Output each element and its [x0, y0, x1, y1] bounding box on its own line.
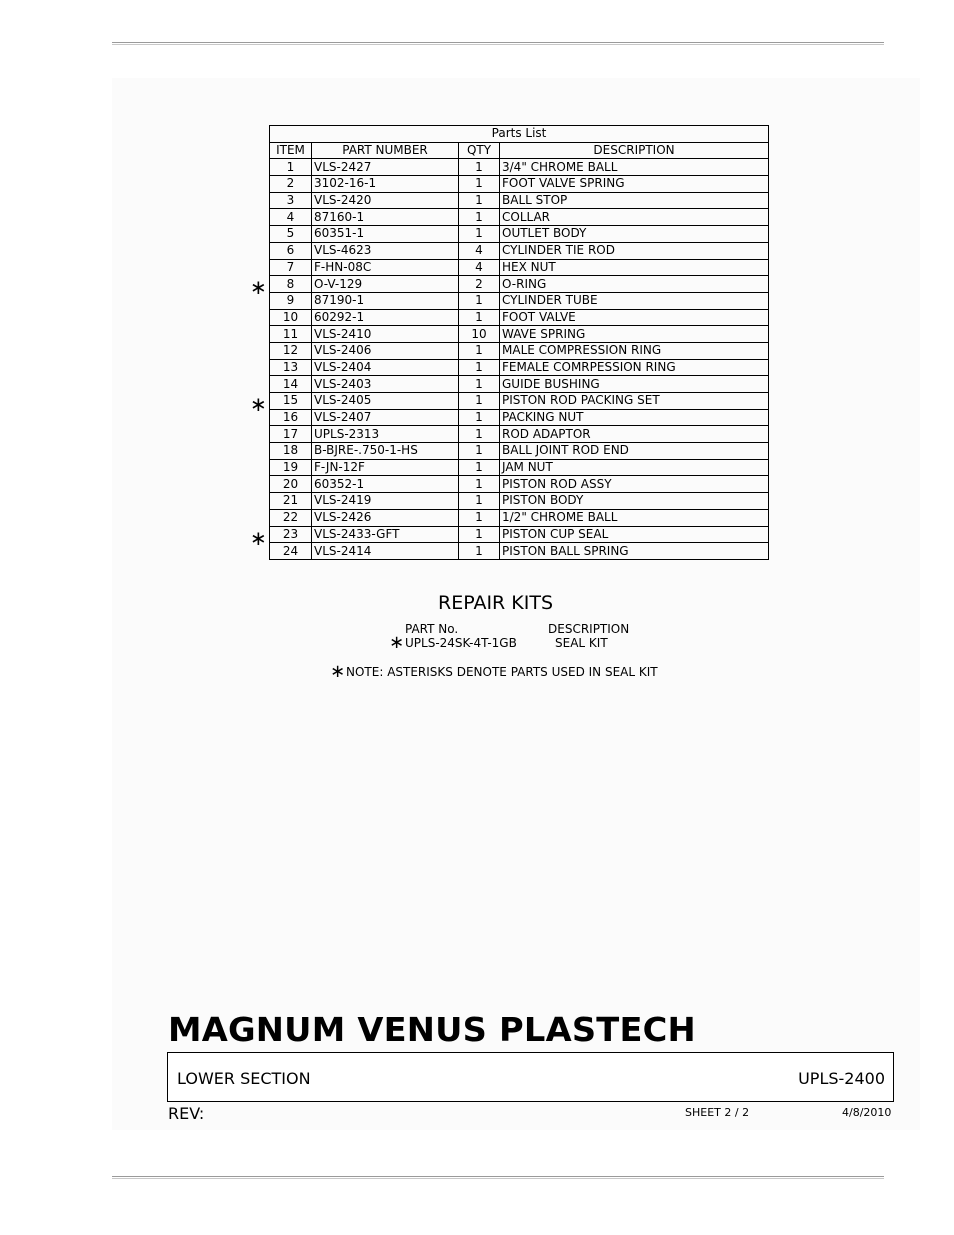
repair-kit-description: SEAL KIT — [555, 636, 608, 650]
asterisk-icon: ∗ — [250, 392, 267, 416]
table-row — [270, 459, 769, 476]
item-cell: 22 — [270, 509, 312, 526]
table-row — [270, 526, 769, 543]
part-number-cell: VLS-2405 — [312, 393, 459, 410]
part-number-cell: 60292-1 — [312, 309, 459, 326]
qty-cell: 1 — [459, 543, 500, 560]
repair-kit-description-header: DESCRIPTION — [548, 622, 630, 636]
sheet-number: SHEET 2 / 2 — [685, 1106, 750, 1119]
qty-cell: 1 — [459, 459, 500, 476]
part-number-cell: 60352-1 — [312, 476, 459, 493]
description-cell: PISTON BODY — [500, 493, 769, 510]
description-cell: CYLINDER TUBE — [500, 292, 769, 309]
description-cell: PISTON BALL SPRING — [500, 543, 769, 560]
qty-cell: 1 — [459, 509, 500, 526]
table-row — [270, 476, 769, 493]
table-row — [270, 359, 769, 376]
qty-cell: 4 — [459, 242, 500, 259]
part-number-cell: 87160-1 — [312, 209, 459, 226]
qty-cell: 1 — [459, 493, 500, 510]
description-cell: FOOT VALVE SPRING — [500, 176, 769, 193]
part-number-cell: 87190-1 — [312, 292, 459, 309]
qty-cell: 1 — [459, 526, 500, 543]
repair-kit-part-header: PART No. — [405, 622, 459, 636]
drawing-number: UPLS-2400 — [798, 1069, 885, 1088]
description-cell: PISTON CUP SEAL — [500, 526, 769, 543]
description-cell: FEMALE COMRPESSION RING — [500, 359, 769, 376]
description-cell: 3/4" CHROME BALL — [500, 159, 769, 176]
description-cell: COLLAR — [500, 209, 769, 226]
item-cell: 7 — [270, 259, 312, 276]
table-row — [270, 426, 769, 443]
description-cell: FOOT VALVE — [500, 309, 769, 326]
item-cell: 1 — [270, 159, 312, 176]
item-cell: 15 — [270, 393, 312, 410]
table-row — [270, 276, 769, 293]
item-cell: 17 — [270, 426, 312, 443]
qty-cell: 10 — [459, 326, 500, 343]
qty-cell: 1 — [459, 342, 500, 359]
qty-cell: 1 — [459, 359, 500, 376]
description-cell: ROD ADAPTOR — [500, 426, 769, 443]
description-cell: GUIDE BUSHING — [500, 376, 769, 393]
description-cell: HEX NUT — [500, 259, 769, 276]
description-cell: WAVE SPRING — [500, 326, 769, 343]
item-cell: 24 — [270, 543, 312, 560]
qty-cell: 1 — [459, 176, 500, 193]
company-name: MAGNUM VENUS PLASTECH — [168, 1010, 696, 1049]
part-number-cell: VLS-2426 — [312, 509, 459, 526]
table-row — [270, 292, 769, 309]
item-cell: 13 — [270, 359, 312, 376]
part-number-cell: VLS-2407 — [312, 409, 459, 426]
description-cell: CYLINDER TIE ROD — [500, 242, 769, 259]
qty-cell: 1 — [459, 426, 500, 443]
qty-cell: 1 — [459, 159, 500, 176]
part-number-cell: VLS-2427 — [312, 159, 459, 176]
qty-cell: 1 — [459, 309, 500, 326]
table-row — [270, 443, 769, 460]
description-cell: PACKING NUT — [500, 409, 769, 426]
part-number-cell: VLS-2419 — [312, 493, 459, 510]
part-number-cell: VLS-4623 — [312, 242, 459, 259]
part-number-cell: VLS-2406 — [312, 342, 459, 359]
item-cell: 19 — [270, 459, 312, 476]
header-rule — [112, 42, 884, 45]
asterisk-icon: ∗ — [330, 661, 346, 682]
description-cell: PISTON ROD PACKING SET — [500, 393, 769, 410]
table-row — [270, 543, 769, 560]
part-number-cell: VLS-2410 — [312, 326, 459, 343]
parts-list-body — [270, 159, 769, 560]
item-cell: 12 — [270, 342, 312, 359]
repair-kits-title: REPAIR KITS — [438, 592, 554, 614]
qty-cell: 1 — [459, 192, 500, 209]
item-cell: 23 — [270, 526, 312, 543]
parts-list-table — [269, 125, 769, 560]
description-cell: MALE COMPRESSION RING — [500, 342, 769, 359]
table-row — [270, 393, 769, 410]
item-cell: 2 — [270, 176, 312, 193]
asterisk-icon: ∗ — [389, 632, 405, 653]
table-row — [270, 242, 769, 259]
qty-cell: 1 — [459, 292, 500, 309]
parts-list-title: Parts List — [270, 126, 769, 143]
footer-rule — [112, 1176, 884, 1179]
table-row — [270, 176, 769, 193]
qty-cell: 1 — [459, 226, 500, 243]
part-number-cell: 60351-1 — [312, 226, 459, 243]
item-cell: 21 — [270, 493, 312, 510]
revision-label: REV: — [168, 1104, 205, 1123]
table-row — [270, 192, 769, 209]
table-row — [270, 509, 769, 526]
title-block-box — [167, 1052, 894, 1102]
item-cell: 3 — [270, 192, 312, 209]
part-number-cell: VLS-2404 — [312, 359, 459, 376]
table-row — [270, 259, 769, 276]
description-cell: 1/2" CHROME BALL — [500, 509, 769, 526]
item-cell: 11 — [270, 326, 312, 343]
column-header-part-number: PART NUMBER — [312, 142, 459, 159]
part-number-cell: VLS-2403 — [312, 376, 459, 393]
table-row — [270, 159, 769, 176]
description-cell: O-RING — [500, 276, 769, 293]
description-cell: JAM NUT — [500, 459, 769, 476]
table-row — [270, 376, 769, 393]
table-row — [270, 326, 769, 343]
table-row — [270, 342, 769, 359]
item-cell: 5 — [270, 226, 312, 243]
asterisk-icon: ∗ — [250, 274, 267, 299]
qty-cell: 2 — [459, 276, 500, 293]
part-number-cell: O-V-129 — [312, 276, 459, 293]
part-number-cell: 3102-16-1 — [312, 176, 459, 193]
part-number-cell: F-JN-12F — [312, 459, 459, 476]
part-number-cell: VLS-2433-GFT — [312, 526, 459, 543]
table-row — [270, 493, 769, 510]
part-number-cell: UPLS-2313 — [312, 426, 459, 443]
table-row — [270, 409, 769, 426]
section-name: LOWER SECTION — [177, 1069, 311, 1088]
repair-kit-part-number: UPLS-24SK-4T-1GB — [405, 636, 517, 650]
qty-cell: 1 — [459, 393, 500, 410]
table-row — [270, 309, 769, 326]
qty-cell: 1 — [459, 209, 500, 226]
item-cell: 18 — [270, 443, 312, 460]
qty-cell: 1 — [459, 443, 500, 460]
qty-cell: 1 — [459, 376, 500, 393]
item-cell: 20 — [270, 476, 312, 493]
description-cell: PISTON ROD ASSY — [500, 476, 769, 493]
item-cell: 4 — [270, 209, 312, 226]
part-number-cell: B-BJRE-.750-1-HS — [312, 443, 459, 460]
qty-cell: 1 — [459, 409, 500, 426]
part-number-cell: F-HN-08C — [312, 259, 459, 276]
qty-cell: 4 — [459, 259, 500, 276]
item-cell: 16 — [270, 409, 312, 426]
item-cell: 6 — [270, 242, 312, 259]
item-cell: 8 — [270, 276, 312, 293]
qty-cell: 1 — [459, 476, 500, 493]
seal-kit-note: NOTE: ASTERISKS DENOTE PARTS USED IN SEAL KIT — [346, 665, 658, 679]
description-cell: BALL STOP — [500, 192, 769, 209]
item-cell: 10 — [270, 309, 312, 326]
part-number-cell: VLS-2420 — [312, 192, 459, 209]
asterisk-icon: ∗ — [250, 526, 267, 550]
column-header-qty: QTY — [459, 142, 500, 159]
column-header-description: DESCRIPTION — [500, 142, 769, 159]
table-row — [270, 209, 769, 226]
column-header-item: ITEM — [270, 142, 312, 159]
description-cell: BALL JOINT ROD END — [500, 443, 769, 460]
part-number-cell: VLS-2414 — [312, 543, 459, 560]
drawing-date: 4/8/2010 — [842, 1106, 892, 1119]
item-cell: 9 — [270, 292, 312, 309]
item-cell: 14 — [270, 376, 312, 393]
table-row — [270, 226, 769, 243]
description-cell: OUTLET BODY — [500, 226, 769, 243]
